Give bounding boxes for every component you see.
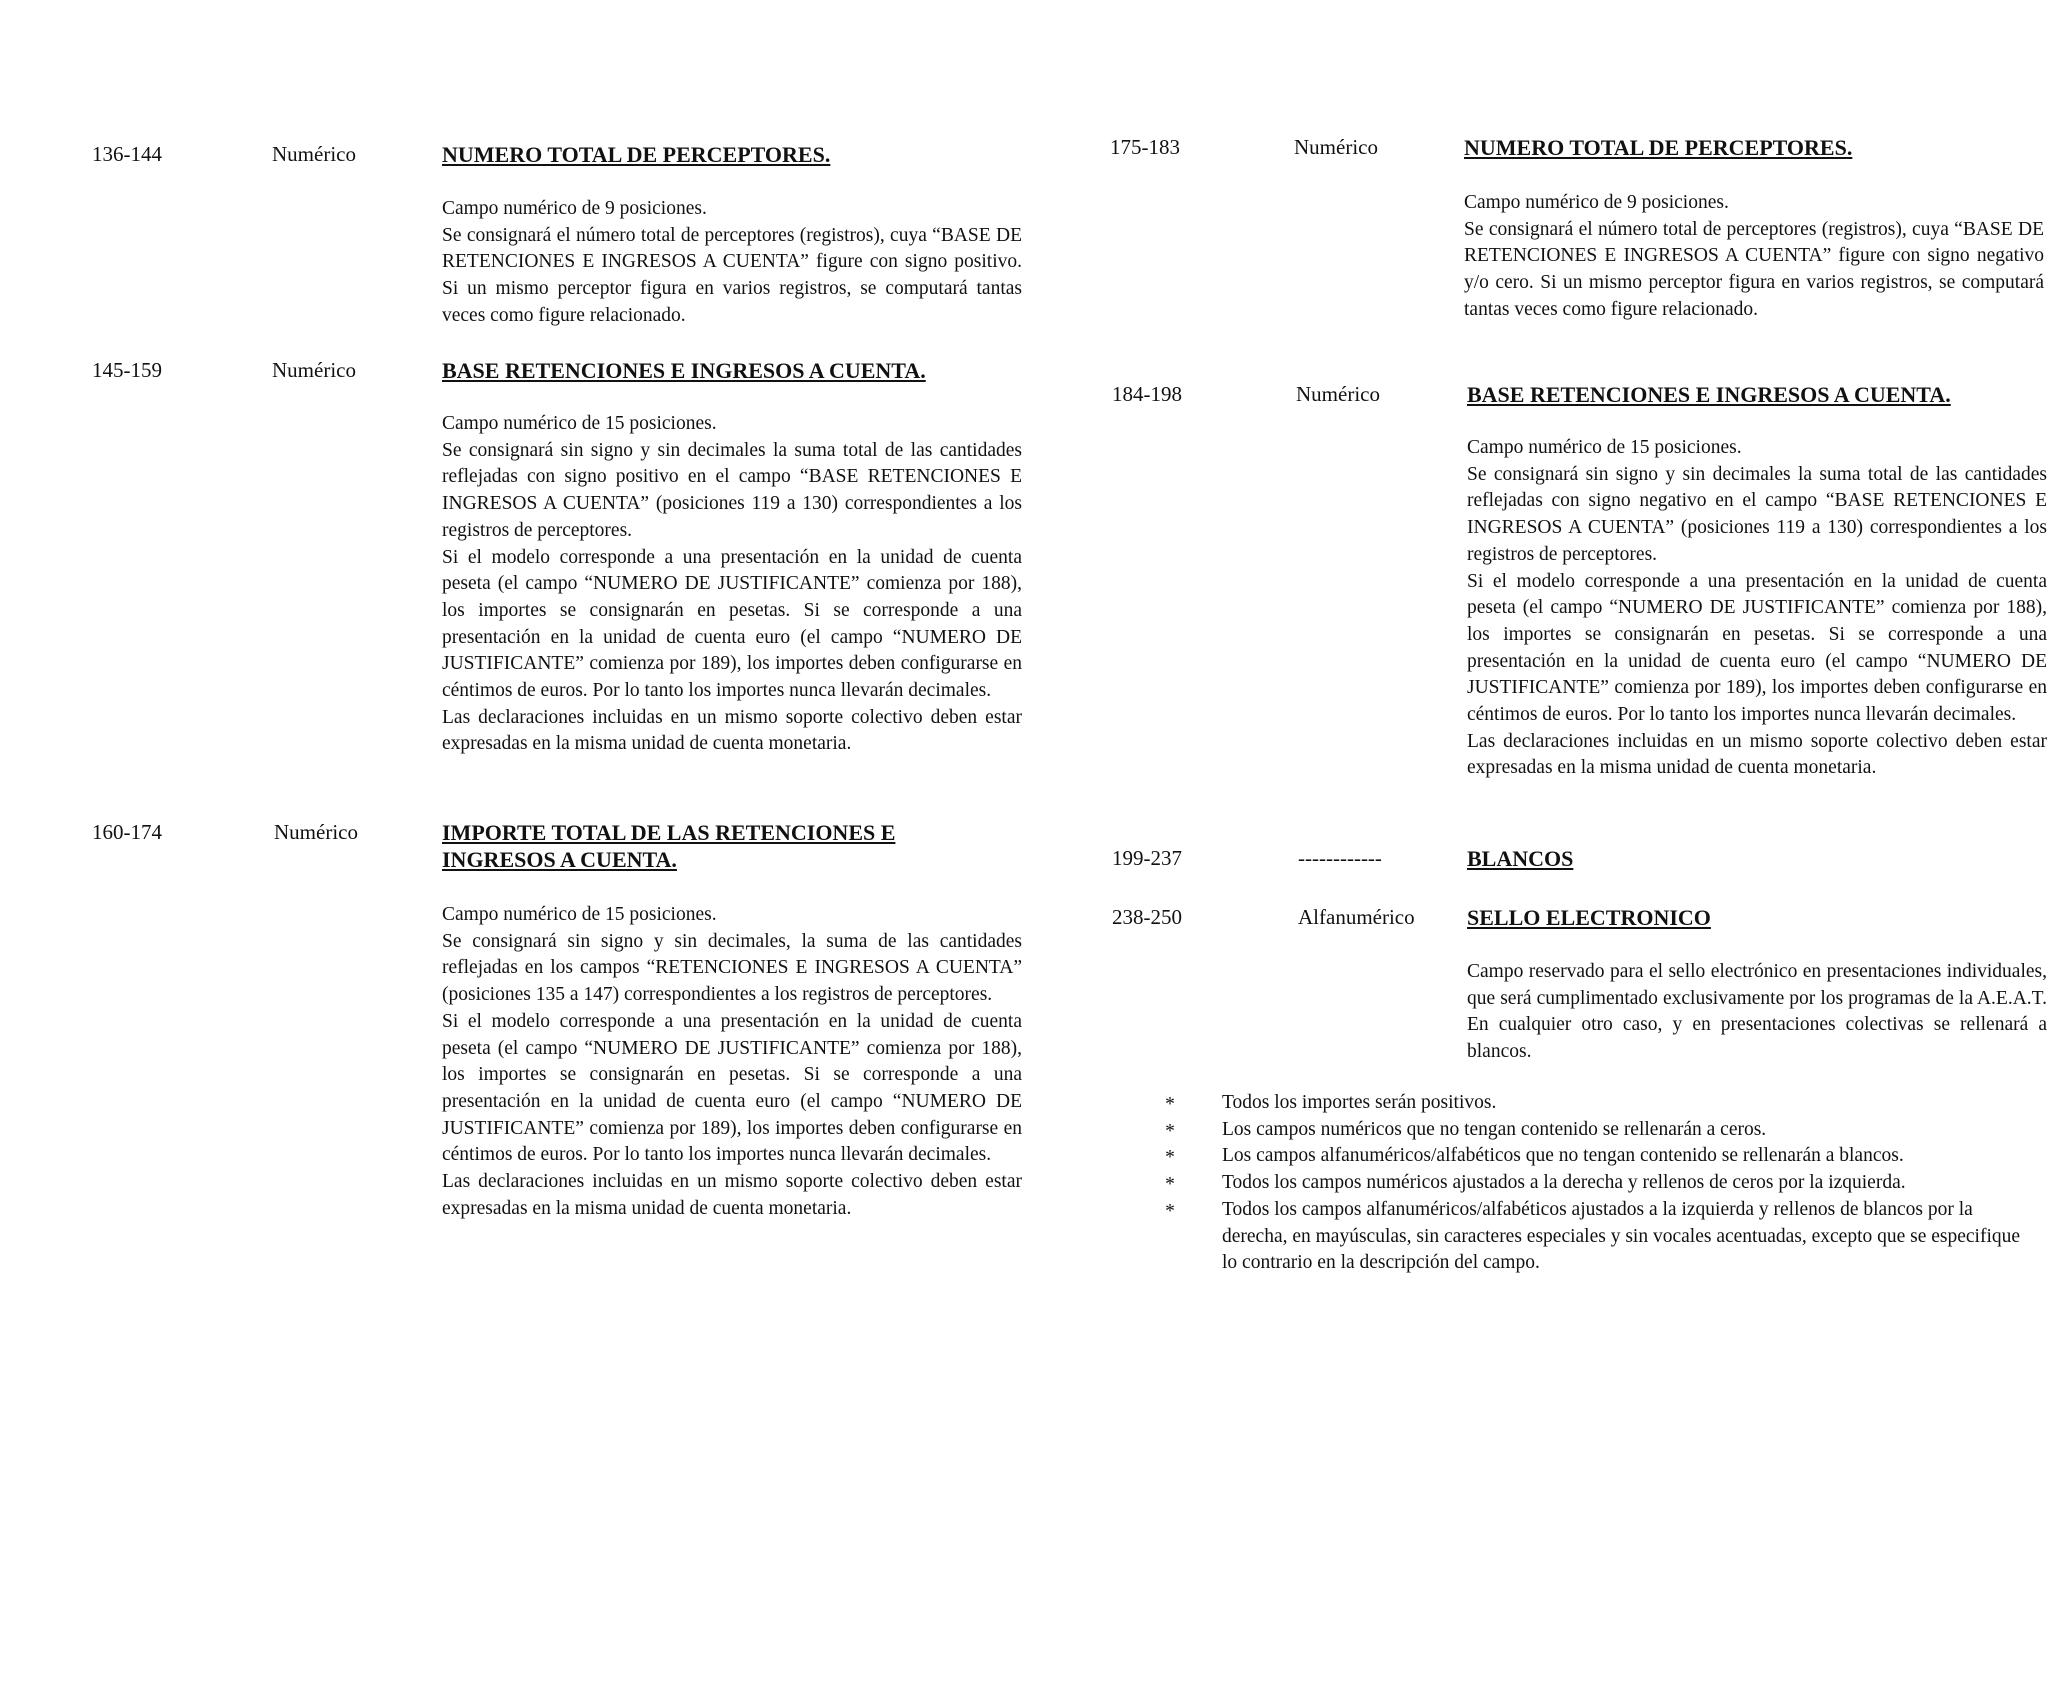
field-position: 160-174 [92, 820, 162, 844]
field-position: 199-237 [1112, 846, 1182, 870]
note-item [1160, 1170, 2040, 1197]
asterisk-bullet-icon: * [1165, 1147, 1175, 1169]
description-paragraph: Las declaraciones incluidas en un mismo soporte colectivo deben estar expresadas en la misma unidad de cuenta monetaria. [442, 1171, 1022, 1219]
description-paragraph: Se consignará el número total de perceptores (registros), cuya “BASE DE RETENCIONES E INGRESOS A CUENTA” figure con signo positivo. Si un mismo perceptor figura en varios registros, se computará tantas veces como figure relacionado. [442, 224, 1022, 326]
field-entry [1030, 0, 2067, 1080]
field-type: Alfanumérico [1298, 905, 1415, 929]
note-item [1160, 1090, 2040, 1117]
note-text: Los campos numéricos que no tengan contenido se rellenarán a ceros. [1222, 1118, 1767, 1140]
asterisk-bullet-icon: * [1165, 1174, 1175, 1196]
note-text: Todos los campos alfanuméricos/alfabéticos ajustados a la izquierda y rellenos de blancos por la derecha, en mayúsculas, sin caracteres especiales y sin vocales acentuadas, excepto que se especifique lo contrario en la descripción del campo. [1222, 1198, 2021, 1274]
description-paragraph: Campo numérico de 15 posiciones. [442, 413, 717, 434]
asterisk-bullet-icon: * [1165, 1094, 1175, 1115]
description-paragraph: Si el modelo corresponde a una presentación en la unidad de cuenta peseta (el campo “NUMERO DE JUSTIFICANTE” comienza por 188), los importes se consignarán en pesetas. Si se corresponde a una presentación en la unidad de cuenta euro (el campo “NUMERO DE JUSTIFICANTE” comienza por 189), los importes deben configurarse en céntimos de euros. Por lo tanto los importes nunca llevarán decimales. [1467, 570, 2047, 726]
field-title: SELLO ELECTRONICO [1467, 905, 1711, 930]
field-position: 145-159 [92, 358, 162, 382]
description-paragraph: Campo numérico de 9 posiciones. [442, 198, 707, 219]
field-title: NUMERO TOTAL DE PERCEPTORES. [1464, 135, 1853, 160]
field-title: NUMERO TOTAL DE PERCEPTORES. [442, 142, 831, 167]
field-position: 184-198 [1112, 382, 1182, 406]
field-description [1467, 959, 2047, 1066]
description-paragraph: Las declaraciones incluidas en un mismo soporte colectivo deben estar expresadas en la misma unidad de cuenta monetaria. [442, 706, 1022, 755]
asterisk-bullet-icon: * [1165, 1120, 1175, 1142]
asterisk-bullet-icon: * [1165, 1200, 1175, 1222]
description-paragraph: Se consignará el número total de perceptores (registros), cuya “BASE DE RETENCIONES E INGRESOS A CUENTA” figure con signo negativo y/o cero. Si un mismo perceptor figura en varios registros, se computará tantas veces como figure relacionado. [1464, 218, 2044, 320]
field-type: Numérico [272, 142, 356, 166]
field-title: BASE RETENCIONES E INGRESOS A CUENTA. [442, 358, 926, 383]
description-paragraph: Campo numérico de 9 posiciones. [1464, 192, 1729, 213]
field-title: BLANCOS [1467, 846, 1574, 871]
note-item [1160, 1117, 2040, 1144]
note-text: Todos los campos numéricos ajustados a la derecha y rellenos de ceros por la izquierda. [1222, 1172, 1906, 1194]
field-type: Numérico [1294, 135, 1378, 159]
field-position: 238-250 [1112, 905, 1182, 929]
description-paragraph: Se consignará sin signo y sin decimales la suma total de las cantidades reflejadas con signo negativo en el campo “BASE RETENCIONES E INGRESOS A CUENTA” (posiciones 119 a 130) correspondientes a los registros de perceptores. [1467, 463, 2047, 565]
field-type: Numérico [274, 820, 358, 844]
general-notes-list [1160, 1090, 2040, 1277]
description-paragraph: Se consignará sin signo y sin decimales, la suma de las cantidades reflejadas en los campos “RETENCIONES E INGRESOS A CUENTA” (posiciones 135 a 147) correspondientes a los registros de perceptores. [442, 930, 1022, 1006]
field-entry [0, 0, 1030, 1300]
description-paragraph: Se consignará sin signo y sin decimales la suma total de las cantidades reflejadas con signo positivo en el campo “BASE RETENCIONES E INGRESOS A CUENTA” (posiciones 119 a 130) correspondientes a los registros de perceptores. [442, 439, 1022, 541]
field-title: BASE RETENCIONES E INGRESOS A CUENTA. [1467, 382, 1951, 407]
field-type: Numérico [1296, 382, 1380, 406]
field-position: 175-183 [1110, 135, 1180, 159]
field-type: Numérico [272, 358, 356, 382]
note-text: Los campos alfanuméricos/alfabéticos que no tengan contenido se rellenarán a blancos. [1222, 1145, 1904, 1167]
field-position: 136-144 [92, 142, 162, 166]
note-item [1160, 1143, 2040, 1170]
description-paragraph: Campo numérico de 15 posiciones. [442, 904, 717, 925]
note-item [1160, 1197, 2040, 1277]
field-type: ------------ [1298, 846, 1382, 870]
description-paragraph: Las declaraciones incluidas en un mismo soporte colectivo deben estar expresadas en la misma unidad de cuenta monetaria. [1467, 730, 2047, 779]
description-paragraph: Campo numérico de 15 posiciones. [1467, 437, 1742, 458]
note-text: Todos los importes serán positivos. [1222, 1092, 1497, 1113]
field-title: IMPORTE TOTAL DE LAS RETENCIONES E INGRESOS A CUENTA. [442, 820, 896, 872]
description-paragraph: Campo reservado para el sello electrónico en presentaciones individuales, que será cumplimentado exclusivamente por los programas de la A.E.A.T. En cualquier otro caso, y en presentaciones colectivas se rellenará a blancos. [1467, 961, 2047, 1063]
field-description [442, 902, 1022, 1222]
description-paragraph: Si el modelo corresponde a una presentación en la unidad de cuenta peseta (el campo “NUMERO DE JUSTIFICANTE” comienza por 188), los importes se consignarán en pesetas. Si se corresponde a una presentación en la unidad de cuenta euro (el campo “NUMERO DE JUSTIFICANTE” comienza por 189), los importes deben configurarse en céntimos de euros. Por lo tanto los importes nunca llevarán decimales. [442, 1010, 1022, 1166]
description-paragraph: Si el modelo corresponde a una presentación en la unidad de cuenta peseta (el campo “NUMERO DE JUSTIFICANTE” comienza por 188), los importes se consignarán en pesetas. Si se corresponde a una presentación en la unidad de cuenta euro (el campo “NUMERO DE JUSTIFICANTE” comienza por 189), los importes deben configurarse en céntimos de euros. Por lo tanto los importes nunca llevarán decimales. [442, 546, 1022, 702]
